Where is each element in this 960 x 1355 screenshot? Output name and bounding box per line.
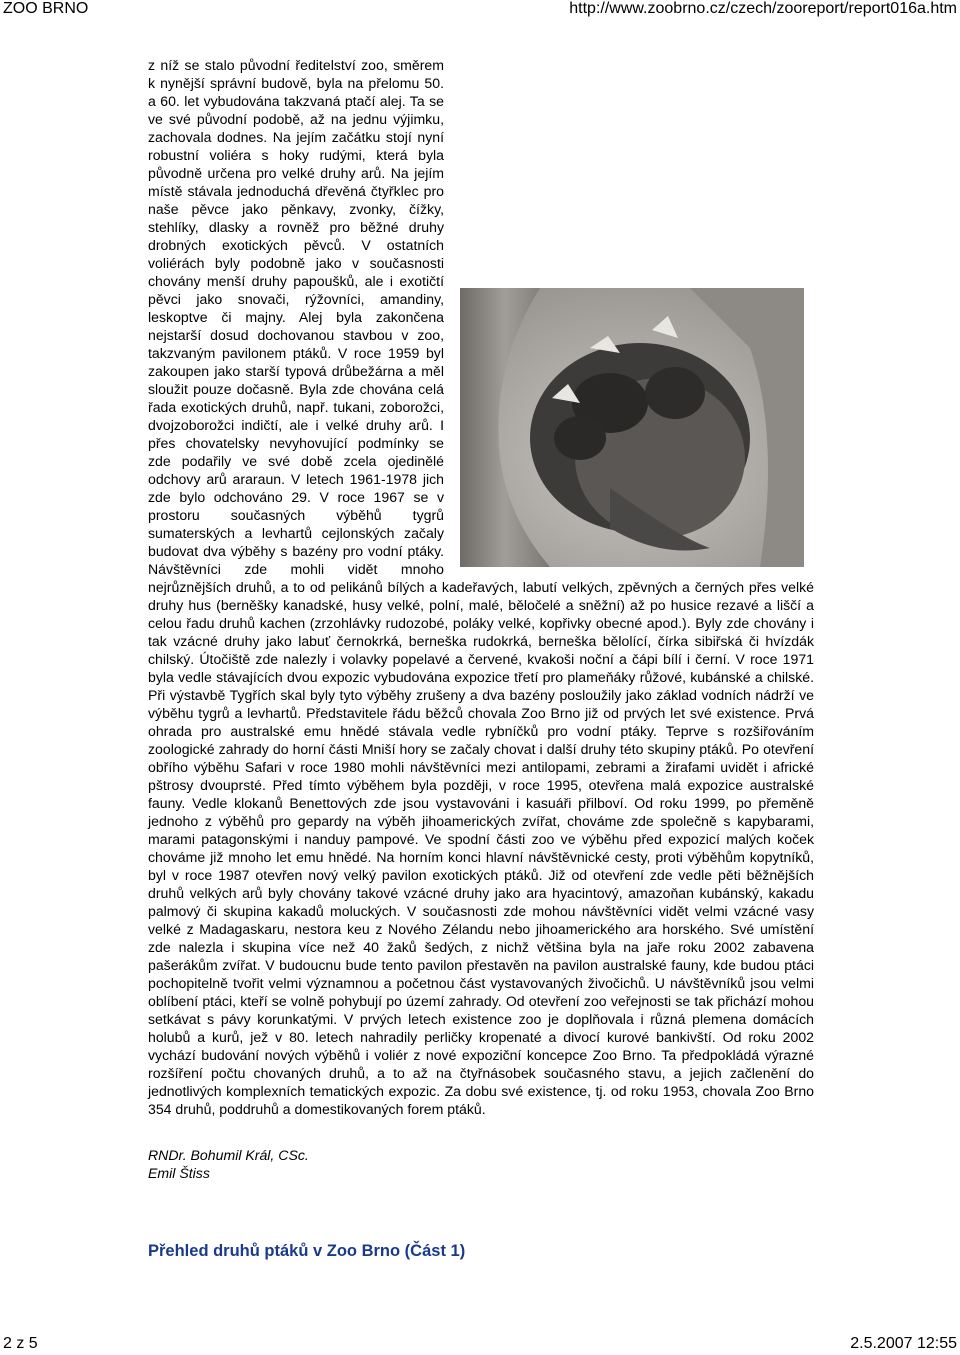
bird-chicks-photo [460,288,804,567]
page-number: 2 z 5 [3,1335,38,1352]
header-site-name: ZOO BRNO [3,0,89,17]
chicks-in-nest-image [460,288,804,567]
header-url[interactable]: http://www.zoobrno.cz/czech/zooreport/report016a.htm [569,0,957,17]
author-name: RNDr. Bohumil Král, CSc. [148,1147,309,1163]
page-footer [0,1335,960,1355]
article-authors [148,1146,814,1182]
article-content [148,56,814,1261]
author-name: Emil Štiss [148,1165,210,1181]
article-paragraph: z níž se stalo původní ředitelství zoo, směrem k nynější správní budově, byla na přelomu 50. a 60. let vybudována takzvaná ptačí alej. Ta se ve své původní podobě, až na jednu výjimku, zachovala dodnes. Na jejím začátku stojí nyní robustní voliéra s hoky rudými, která byla původně určena pro velké druhy arů. Na jejím místě stávala jednoduchá dřevěná čtyřklec pro naše pěvce jako pěnkavy, zvonky, čížky, stehlíky, dlasky a rovněž pro běžné druhy drobných exotických pěvců. V ostatních voliérách byly podobně jako v současnosti chovány menší druhy papoušků, ale i exotičtí pěvci jako snovači, rýžovníci, amandiny, leskoptve či majny. Alej byla zakončena nejstarší dosud dochovanou stavbou v zoo, takzvaným pavilonem ptáků. V roce 1959 byl zakoupen jako starší typová drůbežárna a měl sloužit pouze dočasně. Byla zde chována celá řada exotických druhů, např. tukani, zoborožci, dvojzoborožci indičtí, ale i velké druhy arů. I přes chovatelsky nevyhovující podmínky se zde podařily ve své době zcela ojedinělé odchovy arů araraun. V letech 1961-1978 jich zde bylo odchováno 29. V roce 1967 se v prostoru současných výběhů tygrů sumaterských a levhartů cejlonských začaly budovat dva výběhy s bazény pro vodní ptáky. Návštěvníci zde mohli vidět mnoho nejrůznějších druhů, a to od pelikánů bílých a kadeřavých, labutí velkých, zpěvných a černých přes velké druhy hus (berněšky kanadské, husy velké, polní, malé, běločelé a sněžní) až po husice rezavé a liščí a celou řadu druhů kachen (zrzohlávky rudozobé, poláky velké, kopřivky obecné apod.). Byly zde chovány i tak vzácné druhy jako labuť černokrká, berneška rudokrká, berneška bělolící, čírka sibiřská či hvízdák chilský. Útočiště zde nalezly i volavky popelavé a červené, kvakoši noční a čápi bílí i černí. V roce 1971 byla vedle stávajících dvou expozic vybudována expozice třetí pro plameňáky růžové, kubánské a chilské. Při výstavbě Tygřích skal byly tyto výběhy zrušeny a dva bazény posloužily jako základ vodních nádrží ve výběhu tygrů a levhartů. Představitele řádu běžců chovala Zoo Brno již od prvých let své existence. Prvá ohrada pro australské emu hnědé stávala vedle rybníčků pro vodní ptáky. Teprve s rozšiřováním zoologické zahrady do horní části Mniší hory se začaly chovat i další druhy této skupiny ptáků. Po otevření obřího výběhu Safari v roce 1980 mohli návštěvníci mezi antilopami, zebrami a žirafami uvidět i africké pštrosy dvouprsté. Před tímto výběhem byla později, v roce 1995, otevřena malá expozice australské fauny. Vedle klokanů Benettových zde jsou vystavováni i kasuáři přilboví. Od roku 1999, po přeměně jednoho z výběhů pro gepardy na výběh jihoamerických zvířat, chováme zde společně s kapybarami, marami patagonskými i nanduy pampové. Ve spodní části zoo ve výběhu před expozicí malých koček chováme již mnoho let emu hnědé. Na horním konci hlavní návštěvnické cesty, proti výběhům kopytníků, byl v roce 1987 otevřen nový velký pavilon exotických ptáků. Již od otevření zde vedle pěti běžnějších druhů velkých arů byly chovány takové vzácné druhy jako ara hyacintový, amazoňan kubánský, kakadu palmový či skupina kakadů moluckých. V současnosti zde mohou návštěvníci vidět velmi vzácné vasy velké z Madagaskaru, nestora keu z Nového Zélandu nebo jihoamerického ara horského. Své umístění zde nalezla i skupina více než 40 žaků šedých, z nichž většina byla na jaře roku 2002 zabavena pašerákům zvířat. V budoucnu bude tento pavilon přestavěn na pavilon australské fauny, kde budou ptáci pochopitelně tvořit velmi významnou a početnou část vystavovaných živočichů. U návštěvníků jsou velmi oblíbení ptáci, kteří se volně pohybují po území zahrady. Od otevření zoo veřejnosti se tak přichází mohou setkávat s pávy korunkatými. V prvých letech existence zoo je doplňovala i různá plemena domácích holubů a kurů, jež v 80. letech nahradily perličky kropenaté a divocí kurové bankivští. Od roku 2002 vychází budování nových výběhů i voliér z nové expoziční koncepce Zoo Brno. Ta předpokládá výrazné rozšíření počtu chovaných druhů, a to až na čtyřnásobek současného stavu, a jejich začlenění do jednotlivých komplexních tematických expozic. Za dobu své existence, tj. od roku 1953, chovala Zoo Brno 354 druhů, poddruhů a domestikovaných forem ptáků. [148,57,814,1117]
page-header [0,0,960,20]
section-title: Přehled druhů ptáků v Zoo Brno (Část 1) [148,1242,466,1260]
print-timestamp: 2.5.2007 12:55 [850,1335,957,1352]
